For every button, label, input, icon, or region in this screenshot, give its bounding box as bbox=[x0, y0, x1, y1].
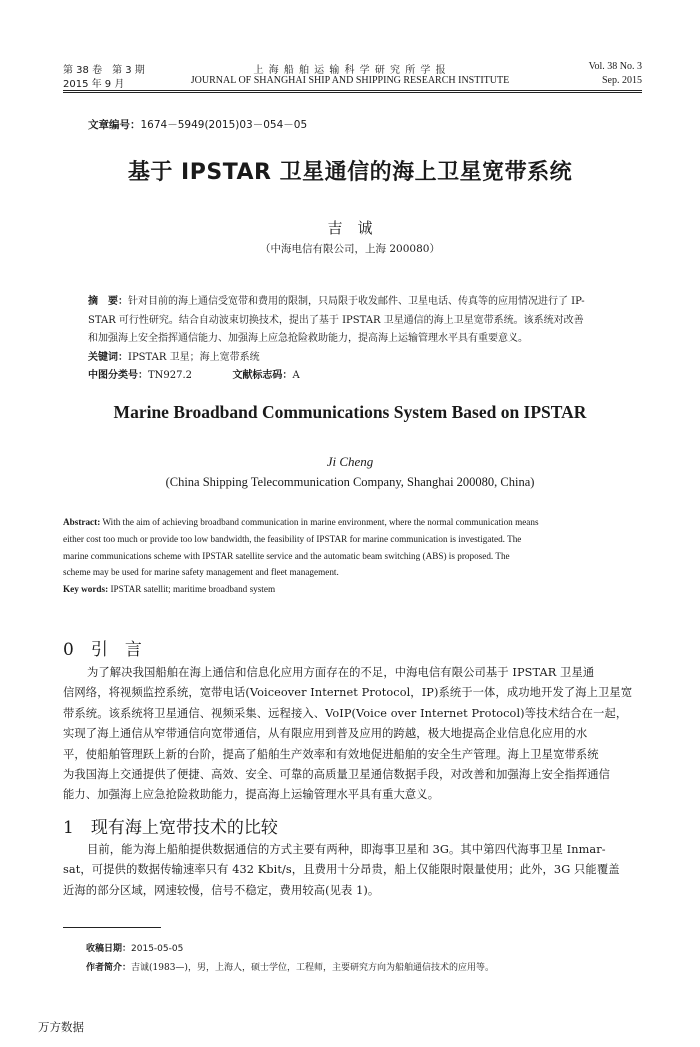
abstract-en-label: Abstract: bbox=[63, 517, 101, 527]
abstract-en-line: scheme may be used for marine safety management and fleet management. bbox=[63, 567, 339, 578]
header-volume-issue: 第 38 卷 第 3 期 bbox=[63, 65, 145, 76]
section-1-body bbox=[63, 840, 642, 901]
keywords-cn-label: 关键词： bbox=[88, 351, 128, 363]
abstract-en-line: marine communications scheme with IPSTAR satellite service and the automatic beam switching (ABS) is proposed. The bbox=[63, 550, 510, 561]
header-journal-cn: 上 海 船 舶 运 输 科 学 研 究 所 学 报 bbox=[253, 65, 447, 76]
watermark: 万方数据 bbox=[38, 1020, 84, 1034]
header-vol-en: Vol. 38 No. 3 bbox=[588, 61, 642, 72]
section-0-line: 实现了海上通信从窄带通信向宽带通信，从有限应用到普及应用的跨越，极大地提高企业信息化应用的水 bbox=[63, 727, 588, 741]
received-label: 收稿日期： bbox=[86, 944, 132, 954]
bio-label: 作者简介： bbox=[86, 963, 132, 973]
section-0-body bbox=[63, 663, 642, 806]
doc-code-value: A bbox=[292, 370, 300, 381]
keywords-en-value: IPSTAR satellit; maritime broadband system bbox=[108, 584, 276, 595]
clc-value: TN927.2 bbox=[148, 370, 193, 381]
author-en: Ji Cheng bbox=[326, 454, 374, 469]
footnote-received bbox=[86, 941, 183, 954]
section-1-heading: 1 现有海上宽带技术的比较 bbox=[63, 818, 278, 838]
keywords-en-label: Key words: bbox=[63, 584, 109, 595]
affiliation-en: (China Shipping Telecommunication Company, Shanghai 200080, China) bbox=[165, 475, 535, 489]
section-0-line: 带系统。该系统将卫星通信、视频采集、远程接入、VoIP(Voice over Internet Protocol)等技术结合在一起， bbox=[63, 706, 628, 720]
page-title-cn: 基于 IPSTAR 卫星通信的海上卫星宽带系统 bbox=[127, 160, 573, 185]
section-0-line: 能力、加强海上应急抢险救助能力，提高海上运输管理水平具有重大意义。 bbox=[63, 788, 440, 802]
section-0-line: 平，使船舶管理跃上新的台阶，提高了船舶生产效率和有效地促进船舶的安全生产管理。海上卫星宽带系统 bbox=[63, 747, 599, 761]
section-1-line: 近海的部分区域，网速较慢，信号不稳定，费用较高(见表 1)。 bbox=[63, 883, 380, 897]
abstract-cn-line: 针对目前的海上通信受宽带和费用的限制，只局限于收发邮件、卫星电话、传真等的应用情况进行了 IP- bbox=[128, 296, 585, 307]
article-number-label: 文章编号： bbox=[88, 119, 141, 131]
abstract-cn bbox=[88, 293, 618, 386]
abstract-cn-line: STAR 可行性研究。结合自动波束切换技术，提出了基于 IPSTAR 卫星通信的海上卫星宽带系统。该系统对改善 bbox=[88, 314, 584, 326]
abstract-cn-line: 和加强海上安全指挥通信能力、加强海上应急抢险救助能力，提高海上运输管理水平具有重要意义。 bbox=[88, 333, 528, 344]
section-1-line: 目前，能为海上船舶提供数据通信的方式主要有两种，即海事卫星和 3G。其中第四代海事卫星 Inmar- bbox=[87, 843, 606, 856]
header-date-en: Sep. 2015 bbox=[602, 75, 642, 86]
doc-code-label: 文献标志码： bbox=[232, 370, 293, 381]
section-0-line: 为我国海上交通提供了便捷、高效、安全、可靠的高质量卫星通信数据手段，对改善和加强海上安全指挥通信 bbox=[63, 768, 611, 782]
clc-label: 中图分类号： bbox=[88, 370, 148, 381]
section-0-heading: 0 引 言 bbox=[63, 640, 142, 660]
section-0-line: 信网络，将视频监控系统，宽带电话(Voiceover Internet Protocol，IP)系统于一体，成功地开发了海上卫星宽 bbox=[63, 686, 633, 700]
abstract-en-line: With the aim of achieving broadband communication in marine environment, where the normal communication means bbox=[100, 517, 539, 527]
header-rule-top bbox=[63, 90, 642, 91]
section-0-line: 为了解决我国船舶在海上通信和信息化应用方面存在的不足，中海电信有限公司基于 IPSTAR 卫星通 bbox=[87, 666, 595, 679]
author-cn: 吉 诚 bbox=[327, 219, 373, 237]
header-rule-bottom bbox=[63, 92, 642, 93]
article-number-value: 1674－5949(2015)03－054－05 bbox=[140, 119, 308, 131]
keywords-cn-value: IPSTAR 卫星；海上宽带系统 bbox=[128, 351, 260, 363]
article-number bbox=[88, 117, 307, 132]
page-title-en: Marine Broadband Communications System Based on IPSTAR bbox=[113, 402, 587, 422]
abstract-cn-label: 摘 要： bbox=[88, 296, 128, 307]
footnote-rule bbox=[63, 927, 161, 928]
abstract-en bbox=[63, 514, 642, 598]
affiliation-cn: （中海电信有限公司，上海 200080） bbox=[260, 243, 440, 255]
received-value: 2015-05-05 bbox=[131, 944, 184, 954]
header-journal-en: JOURNAL OF SHANGHAI SHIP AND SHIPPING RESEARCH INSTITUTE bbox=[190, 75, 510, 86]
section-1-line: sat，可提供的数据传输速率只有 432 Kbit/s，且费用十分昂贵，船上仅能限时限量使用；此外，3G 只能覆盖 bbox=[63, 863, 620, 877]
abstract-en-line: either cost too much or provide too low bandwidth, the feasibility of IPSTAR for marine communication is investigated. The bbox=[63, 533, 522, 544]
header-date-cn: 2015 年 9 月 bbox=[63, 79, 125, 90]
footnote-author-bio bbox=[86, 960, 494, 973]
bio-value: 吉诚(1983—)，男，上海人，硕士学位，工程师，主要研究方向为船舶通信技术的应用等。 bbox=[131, 963, 494, 973]
